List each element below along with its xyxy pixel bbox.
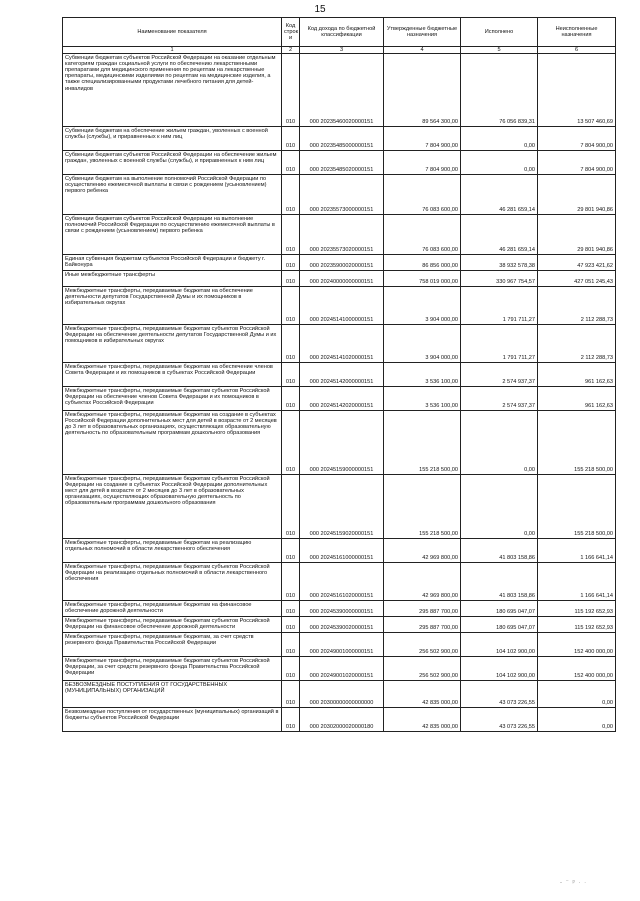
column-number: 2 (282, 47, 300, 54)
line-code: 010 (282, 363, 300, 387)
column-number: 1 (63, 47, 282, 54)
approved-amount: 42 835 000,00 (384, 681, 461, 708)
income-code: 000 20249001000000151 (300, 633, 384, 657)
income-code: 000 20245159020000151 (300, 475, 384, 539)
approved-amount: 3 904 000,00 (384, 287, 461, 325)
unexecuted-amount: 152 400 000,00 (538, 633, 616, 657)
header-executed: Исполнено (461, 18, 538, 47)
indicator-name: Межбюджетные трансферты, передаваемые бюджетам субъектов Российской Федерации на обеспечение членов Совета Федерации и их помощников в субъектах Российской Федерации (63, 387, 282, 411)
unexecuted-amount: 961 162,63 (538, 387, 616, 411)
column-number: 6 (538, 47, 616, 54)
line-code: 010 (282, 563, 300, 601)
table-row (63, 363, 616, 387)
table-row (63, 539, 616, 563)
table-row (63, 127, 616, 151)
table-row (63, 633, 616, 657)
table-row (63, 151, 616, 175)
line-code: 010 (282, 657, 300, 681)
line-code: 010 (282, 271, 300, 287)
unexecuted-amount: 1 166 641,14 (538, 563, 616, 601)
unexecuted-amount: 7 804 900,00 (538, 151, 616, 175)
unexecuted-amount: 2 112 288,73 (538, 287, 616, 325)
line-code: 010 (282, 387, 300, 411)
approved-amount: 42 969 800,00 (384, 539, 461, 563)
table-row (63, 657, 616, 681)
income-code: 000 20245390020000151 (300, 617, 384, 633)
executed-amount: 1 791 711,27 (461, 325, 538, 363)
table-body (63, 54, 616, 732)
approved-amount: 7 804 900,00 (384, 151, 461, 175)
line-code: 010 (282, 633, 300, 657)
income-code: 000 20300000000000000 (300, 681, 384, 708)
table-row (63, 681, 616, 708)
column-number: 5 (461, 47, 538, 54)
line-code: 010 (282, 175, 300, 215)
income-report-table (62, 17, 616, 732)
income-code: 000 20245159000000151 (300, 411, 384, 475)
unexecuted-amount: 7 804 900,00 (538, 127, 616, 151)
executed-amount: 43 073 226,55 (461, 681, 538, 708)
approved-amount: 256 502 900,00 (384, 633, 461, 657)
line-code: 010 (282, 325, 300, 363)
column-number: 4 (384, 47, 461, 54)
approved-amount: 256 502 900,00 (384, 657, 461, 681)
unexecuted-amount: 1 166 641,14 (538, 539, 616, 563)
unexecuted-amount: 29 801 940,86 (538, 175, 616, 215)
table-row (63, 325, 616, 363)
unexecuted-amount: 2 112 288,73 (538, 325, 616, 363)
income-code: 000 20245161020000151 (300, 563, 384, 601)
table-row (63, 563, 616, 601)
unexecuted-amount: 0,00 (538, 681, 616, 708)
approved-amount: 155 218 500,00 (384, 475, 461, 539)
indicator-name: Межбюджетные трансферты, передаваемые бюджетам на обеспечение членов Совета Федерации и их помощников в субъектах Российской Федерации (63, 363, 282, 387)
header-indicator-name: Наименование показателя (63, 18, 282, 47)
executed-amount: 0,00 (461, 475, 538, 539)
income-code: 000 20249001020000151 (300, 657, 384, 681)
executed-amount: 180 695 047,07 (461, 617, 538, 633)
income-code: 000 20235573020000151 (300, 215, 384, 255)
indicator-name: Межбюджетные трансферты, передаваемые бюджетам субъектов Российской Федерации на реализацию отдельных полномочий в области лекарственного обеспечения (63, 563, 282, 601)
approved-amount: 295 887 700,00 (384, 601, 461, 617)
executed-amount: 2 574 937,37 (461, 363, 538, 387)
executed-amount: 0,00 (461, 411, 538, 475)
executed-amount: 76 056 839,31 (461, 54, 538, 127)
header-unexecuted: Неисполненные назначения (538, 18, 616, 47)
header-approved: Утвержденные бюджетные назначения (384, 18, 461, 47)
line-code: 010 (282, 411, 300, 475)
unexecuted-amount: 47 923 421,62 (538, 255, 616, 271)
approved-amount: 3 536 100,00 (384, 363, 461, 387)
unexecuted-amount: 152 400 000,00 (538, 657, 616, 681)
income-code: 000 20235573000000151 (300, 175, 384, 215)
approved-amount: 758 019 000,00 (384, 271, 461, 287)
table-row (63, 271, 616, 287)
unexecuted-amount: 155 218 500,00 (538, 475, 616, 539)
line-code: 010 (282, 255, 300, 271)
approved-amount: 89 564 300,00 (384, 54, 461, 127)
table-row (63, 475, 616, 539)
table-row (63, 175, 616, 215)
income-code: 000 20240000000000151 (300, 271, 384, 287)
executed-amount: 104 102 900,00 (461, 657, 538, 681)
income-code: 000 20235485020000151 (300, 151, 384, 175)
line-code: 010 (282, 127, 300, 151)
executed-amount: 43 073 226,55 (461, 708, 538, 732)
income-code: 000 20245142020000151 (300, 387, 384, 411)
table-row (63, 617, 616, 633)
column-number-row (63, 47, 616, 54)
line-code: 010 (282, 601, 300, 617)
table-row (63, 411, 616, 475)
income-code: 000 20245161000000151 (300, 539, 384, 563)
indicator-name: Межбюджетные трансферты, передаваемые бюджетам, за счет средств резервного фонда Правительства Российской Федерации (63, 633, 282, 657)
approved-amount: 7 804 900,00 (384, 127, 461, 151)
executed-amount: 2 574 937,37 (461, 387, 538, 411)
corner-mark: - ⁻ ᵖ · · (560, 880, 588, 886)
unexecuted-amount: 0,00 (538, 708, 616, 732)
executed-amount: 330 967 754,57 (461, 271, 538, 287)
executed-amount: 0,00 (461, 127, 538, 151)
indicator-name: Безвозмездные поступления от государственных (муниципальных) организаций в бюджеты субъектов Российской Федерации (63, 708, 282, 732)
approved-amount: 3 536 100,00 (384, 387, 461, 411)
unexecuted-amount: 427 051 245,43 (538, 271, 616, 287)
unexecuted-amount: 29 801 940,86 (538, 215, 616, 255)
table-row (63, 601, 616, 617)
approved-amount: 42 835 000,00 (384, 708, 461, 732)
approved-amount: 86 856 000,00 (384, 255, 461, 271)
income-code: 000 20235900020000151 (300, 255, 384, 271)
indicator-name: Межбюджетные трансферты, передаваемые бюджетам на обеспечение деятельности депутатов Государственной Думы и их помощников в избирательных округах (63, 287, 282, 325)
indicator-name: Межбюджетные трансферты, передаваемые бюджетам субъектов Российской Федерации на создание в субъектах Российской Федерации дополнительных мест для детей в возрасте от 2 месяцев до 3 лет в образовательных организациях, осуществляющих образовательную деятельность по образовательным программам дошкольного образования (63, 475, 282, 539)
approved-amount: 295 887 700,00 (384, 617, 461, 633)
line-code: 010 (282, 475, 300, 539)
executed-amount: 0,00 (461, 151, 538, 175)
table-row (63, 708, 616, 732)
income-code: 000 20245142000000151 (300, 363, 384, 387)
line-code: 010 (282, 617, 300, 633)
indicator-name: Субвенции бюджетам субъектов Российской Федерации на оказание отдельным категориям граждан социальной услуги по обеспечению лекарственными препаратами для медицинского применения по рецептам на лекарственные препараты, медицинскими изделиями по рецептам на медицинские изделия, а также специализированными продуктами лечебного питания для детей-инвалидов (63, 54, 282, 127)
executed-amount: 41 803 158,86 (461, 539, 538, 563)
approved-amount: 3 904 000,00 (384, 325, 461, 363)
income-code: 000 20235460020000151 (300, 54, 384, 127)
line-code: 010 (282, 681, 300, 708)
line-code: 010 (282, 708, 300, 732)
line-code: 010 (282, 54, 300, 127)
executed-amount: 46 281 659,14 (461, 175, 538, 215)
indicator-name: Субвенции бюджетам субъектов Российской Федерации на обеспечение жильем граждан, уволенных с военной службы (службы), и приравненных к ним лиц (63, 151, 282, 175)
executed-amount: 180 695 047,07 (461, 601, 538, 617)
approved-amount: 42 969 800,00 (384, 563, 461, 601)
header-line-code: Код строк и (282, 18, 300, 47)
executed-amount: 104 102 900,00 (461, 633, 538, 657)
unexecuted-amount: 13 507 460,69 (538, 54, 616, 127)
indicator-name: Межбюджетные трансферты, передаваемые бюджетам на финансовое обеспечение дорожной деятельности (63, 601, 282, 617)
unexecuted-amount: 115 192 652,93 (538, 601, 616, 617)
indicator-name: Субвенции бюджетам на обеспечение жильем граждан, уволенных с военной службы (службы), и приравненных к ним лиц (63, 127, 282, 151)
indicator-name: Единая субвенция бюджетам субъектов Российской Федерации и бюджету г. Байконура (63, 255, 282, 271)
table-row (63, 54, 616, 127)
indicator-name: Межбюджетные трансферты, передаваемые бюджетам субъектов Российской Федерации, за счет средств резервного фонда Правительства Российской Федерации (63, 657, 282, 681)
table-row (63, 387, 616, 411)
executed-amount: 1 791 711,27 (461, 287, 538, 325)
income-code: 000 20245141020000151 (300, 325, 384, 363)
table-row (63, 255, 616, 271)
indicator-name: Иные межбюджетные трансферты (63, 271, 282, 287)
indicator-name: Межбюджетные трансферты, передаваемые бюджетам на создание в субъектах Российской Федерации дополнительных мест для детей в возрасте от 2 месяцев до 3 лет в образовательных организациях, осуществляющих образовательную деятельность по образовательным программам дошкольного образования (63, 411, 282, 475)
line-code: 010 (282, 151, 300, 175)
income-code: 000 20245390000000151 (300, 601, 384, 617)
executed-amount: 38 932 578,38 (461, 255, 538, 271)
executed-amount: 46 281 659,14 (461, 215, 538, 255)
line-code: 010 (282, 287, 300, 325)
approved-amount: 76 083 600,00 (384, 215, 461, 255)
header-income-code: Код дохода по бюджетной классификации (300, 18, 384, 47)
income-code: 000 20235485000000151 (300, 127, 384, 151)
indicator-name: Субвенции бюджетам субъектов Российской Федерации на выполнение полномочий Российской Федерации по осуществлению ежемесячной выплаты в связи с рождением (усыновлением) первого ребенка (63, 215, 282, 255)
indicator-name: Межбюджетные трансферты, передаваемые бюджетам субъектов Российской Федерации на финансовое обеспечение дорожной деятельности (63, 617, 282, 633)
income-code: 000 20245141000000151 (300, 287, 384, 325)
approved-amount: 155 218 500,00 (384, 411, 461, 475)
unexecuted-amount: 961 162,63 (538, 363, 616, 387)
income-code: 000 20302000020000180 (300, 708, 384, 732)
column-number: 3 (300, 47, 384, 54)
indicator-name: Межбюджетные трансферты, передаваемые бюджетам субъектов Российской Федерации на обеспечение деятельности депутатов Государственной Думы и их помощников в избирательных округах (63, 325, 282, 363)
page-number: 15 (314, 4, 326, 15)
line-code: 010 (282, 215, 300, 255)
indicator-name: БЕЗВОЗМЕЗДНЫЕ ПОСТУПЛЕНИЯ ОТ ГОСУДАРСТВЕННЫХ (МУНИЦИПАЛЬНЫХ) ОРГАНИЗАЦИЙ (63, 681, 282, 708)
line-code: 010 (282, 539, 300, 563)
table-row (63, 287, 616, 325)
unexecuted-amount: 155 218 500,00 (538, 411, 616, 475)
table-header-row (63, 18, 616, 47)
unexecuted-amount: 115 192 652,93 (538, 617, 616, 633)
table-row (63, 215, 616, 255)
indicator-name: Межбюджетные трансферты, передаваемые бюджетам на реализацию отдельных полномочий в области лекарственного обеспечения (63, 539, 282, 563)
indicator-name: Субвенции бюджетам на выполнение полномочий Российской Федерации по осуществлению ежемесячной выплаты в связи с рождением (усыновлением) первого ребенка (63, 175, 282, 215)
approved-amount: 76 083 600,00 (384, 175, 461, 215)
executed-amount: 41 803 158,86 (461, 563, 538, 601)
